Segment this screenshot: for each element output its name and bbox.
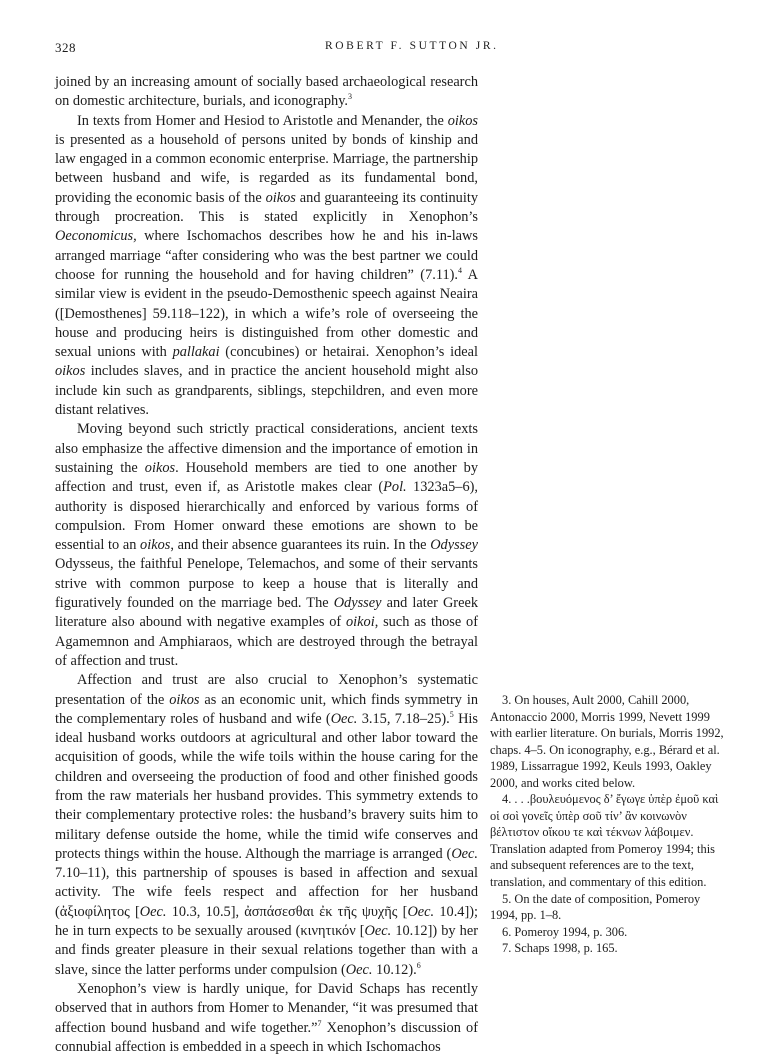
footnote-5: 5. On the date of composition, Pomeroy 1994, pp. 1–8. — [490, 891, 701, 923]
footnotes — [490, 692, 726, 957]
main-text-column — [55, 73, 478, 1057]
body-paragraph-1: joined by an increasing amount of socially based archaeological research on domestic architecture, burials, and iconography.$^3$ — [55, 74, 478, 110]
body-paragraph-3: Moving beyond such strictly practical considerations, ancient texts also emphasize the affective dimension and the importance of emotion in sustaining the oikos. Household members are tied to one another by affection and trust, even if, as Aristotle makes clear (Pol. 1323a5–6), authority is disposed hierarchically and enforced by various forms of compulsion. From Homer onward these emotions are shown to be essential to an oikos, and their absence guarantees its ruin. In the Odyssey Odysseus, the faithful Penelope, Telemachos, and some of their servants strive with common purpose to keep a house that is literally and figuratively founded on the marriage bed. The Odyssey and later Greek literature also abound with negative examples of oikoi, such as those of Agamemnon and Amphiaraos, which are destroyed through the betrayal of affection and trust. — [55, 421, 478, 669]
footnote-7: 7. Schaps 1998, p. 165. — [502, 941, 618, 956]
footnote-4: 4. . . .βουλευόμενος δ’ ἔγωγε ὑπὲρ ἐμοῦ καὶ οἱ σοὶ γονεῖς ὑπὲρ σοῦ τίν’ ἂν κοινωνὸν βέλτιστον οἴκου τε καὶ τέκνων λάβοιμεν. Translation adapted from Pomeroy 1994; this and subsequent references are to the text, translation, and commentary of this edition. — [490, 792, 719, 890]
running-head: ROBERT F. SUTTON JR. — [325, 40, 499, 52]
body-paragraph-5: Xenophon’s view is hardly unique, for David Schaps has recently observed that in authors from Homer to Menander, “it was presumed that affection bound husband and wife together.”$^7$ Xenophon’s discussion of connubial affection is embedded in a speech in which Ischomachos — [55, 980, 478, 1055]
body-paragraph-2: In texts from Homer and Hesiod to Aristotle and Menander, the oikos is presented as a household of persons united by bonds of kinship and law engaged in a common economic enterprise. Marriage, the partnership between husband and wife, is regarded as its fundamental bond, providing the economic basis of the oikos and guaranteeing its continuity through procreation. This is stated explicitly in Xenophon’s Oeconomicus, where Ischomachos describes how he and his in-laws arranged marriage “after considering who was the best partner we could choose for running the household and for having children” (7.11).$^4$ A similar view is evident in the pseudo-Demosthenic speech against Neaira ([Demosthenes] 59.118–122), in which a wife’s role of overseeing the house and producing heirs is distinguished from other domestic and sexual unions with pallakai (concubines) or hetairai. Xenophon’s ideal oikos includes slaves, and in practice the ancient household might also include kin such as grandparents, siblings, stepchildren, and even more distant relatives. — [55, 112, 479, 419]
page-number: 328 — [55, 40, 76, 55]
footnote-6: 6. Pomeroy 1994, p. 306. — [502, 924, 628, 939]
body-paragraph-4: Affection and trust are also crucial to Xenophon’s systematic presentation of the oikos as an economic unit, which finds symmetry in the complementary roles of husband and wife (Oec. 3.15, 7.18–25).$^5$ His ideal husband works outdoors at agricultural and other labor toward the acquisition of goods, while the wife toils within the house caring for the children and overseeing the production of food and other finished goods from the raw materials her husband provides. This symmetry extends to their complementary protective roles: the husband’s bravery suits him to military defense outside the home, while the timid wife conserves and protects things within the house. Although the marriage is arranged (Oec. 7.10–11), this partnership of spouses is based in affection and sexual activity. The wife feels respect and affection for her husband (ἀξιοφίλητος [Oec. 10.3, 10.5], ἀσπάσεσθαι ἐκ τῆς ψυχῆς [Oec. 10.4]); he in turn expects to be sexually aroused (κινητικόν [Oec. 10.12]) by her and finds greater pleasure in their sexual relations together than with a slave, since the latter performs under compulsion (Oec. 10.12).$^6$ — [55, 672, 478, 978]
footnote-3: 3. On houses, Ault 2000, Cahill 2000, Antonaccio 2000, Morris 1999, Nevett 1999 with earlier literature. On burials, Morris 1992, chaps. 4–5. On iconography, e.g., Bérard et al. 1989, Lissarrague 1992, Keuls 1993, Oakley 2000, and works cited below. — [490, 693, 724, 790]
